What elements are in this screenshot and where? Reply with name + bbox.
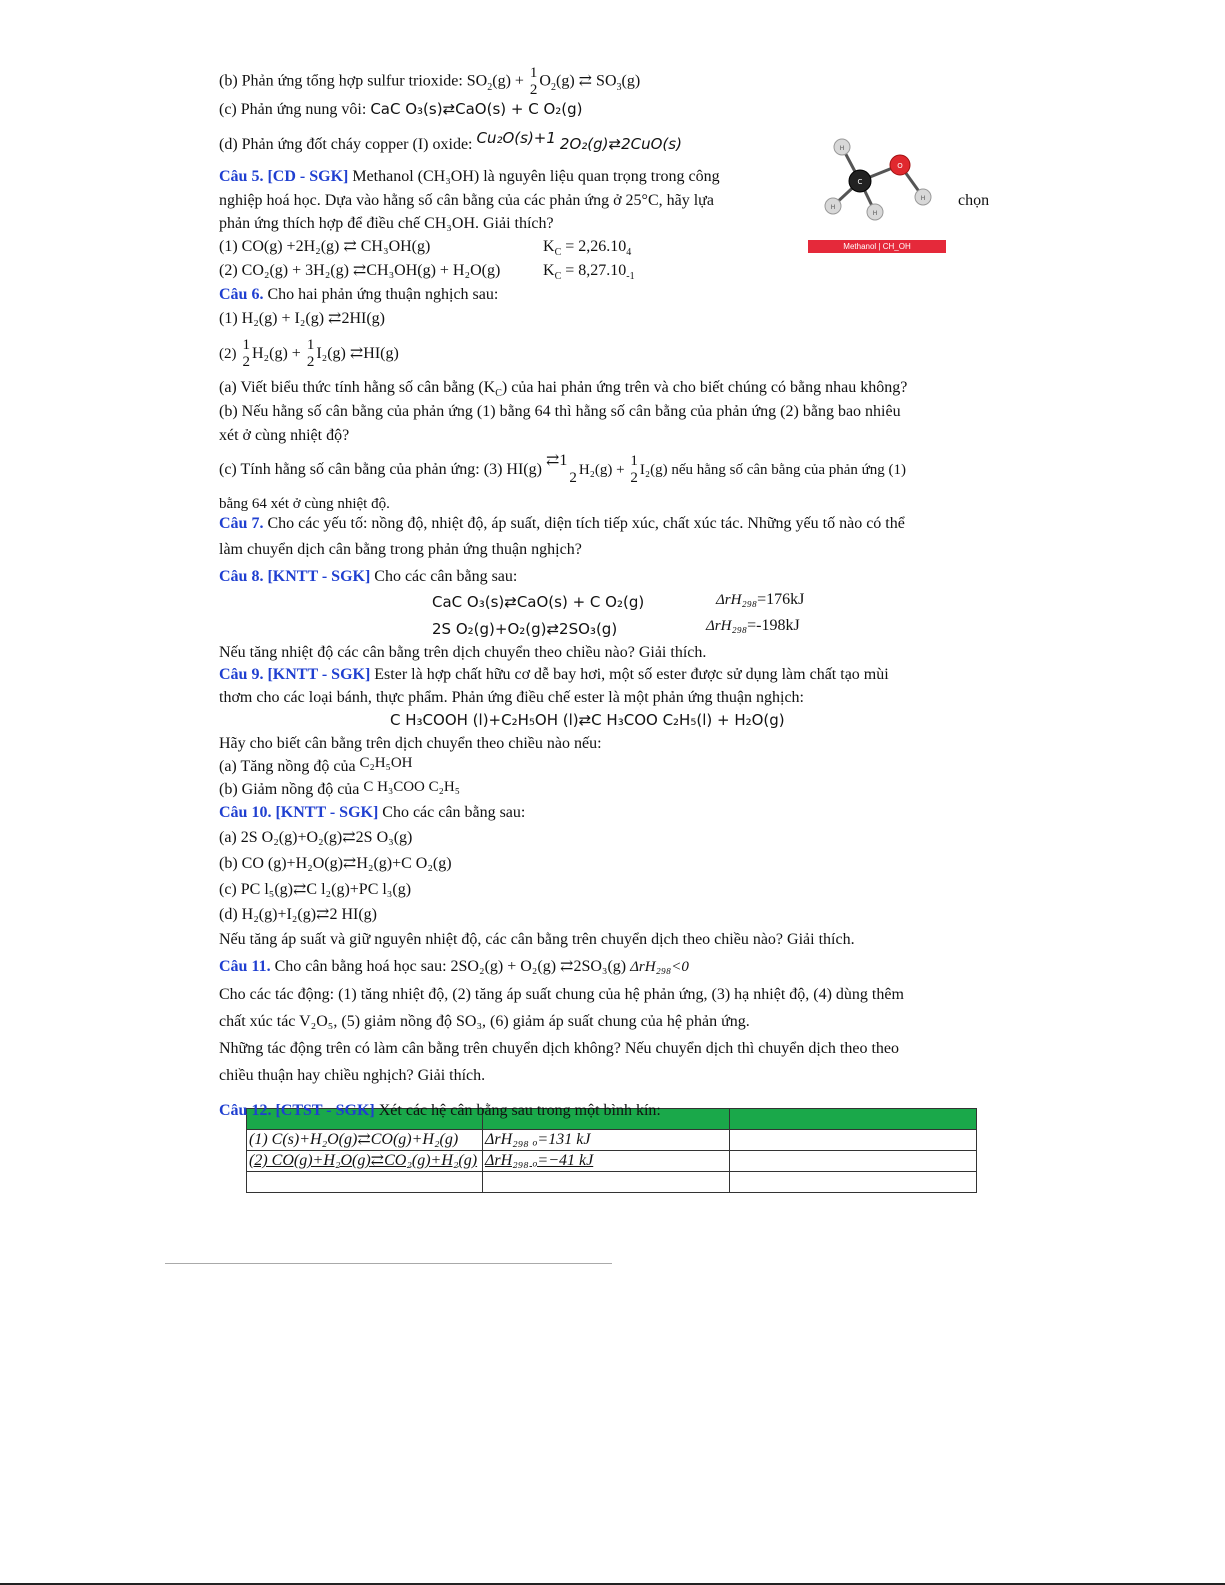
line-b: (b) Phản ứng tổng hợp sulfur trioxide: $SO_2(g)$ + 1 2 $O_2(g)$ ⇄ $SO_3(g)$ [219,65,641,98]
q5-k2: $K_C = 8,27.10_{-1}$ [543,262,635,283]
q6-c2: bằng 64 xét ở cùng nhiệt độ. [219,496,390,512]
q9-eq: C H₃COOH (l)+C₂H₅OH (l)⇄C H₃COO C₂H₅(l) + H₂O(g) [390,711,785,729]
svg-text:H: H [872,210,878,217]
table-row: (2) CO(g)+H₂O(g)⇄CO₂(g)+H₂(g) ΔrH₂₉₈ ₒ=−41 kJ [247,1151,977,1172]
q5-k1: $K_C = 2,26.10_4$ [543,238,632,259]
q5-line1: Câu 5. [CD - SGK] Methanol (CH₃OH) là nguyên liệu quan trọng trong công [219,168,720,185]
q9-line2: thơm cho các loại bánh, thực phẩm. Phản ứng điều chế ester là một phản ứng thuận nghịch: [219,689,804,706]
q10-a: (a) 2S O₂(g)+O₂(g)⇄2S O₃(g) [219,829,413,846]
line-d: (d) Phản ứng đốt cháy copper (I) oxide: Cu₂O(s)+1 2O₂(g)⇄2CuO(s) [219,129,682,153]
q5-line2: nghiệp hoá học. Dựa vào hằng số cân bằng của các phản ứng ở 25°C, hãy lựa [219,192,714,209]
fraction-half: 1 2 [529,65,538,98]
svg-text:H: H [830,204,836,211]
table-row: (1) C(s)+H₂O(g)⇄CO(g)+H₂(g) ΔrH₂₉₈ ₒ=131 kJ [247,1130,977,1151]
q6-b2: xét ở cùng nhiệt độ? [219,427,350,444]
q6-intro: Câu 6. Cho hai phản ứng thuận nghịch sau: [219,286,499,303]
footnote-divider [165,1263,612,1264]
q8-eq1: CaC O₃(s)⇄CaO(s) + C O₂(g) [432,593,645,611]
q10-question: Nếu tăng áp suất và giữ nguyên nhiệt độ, các cân bằng trên chuyển dịch theo chiều nào? Giải thích. [219,931,855,948]
svg-text:H: H [839,145,845,152]
q7-line2: làm chuyển dịch cân bằng trong phản ứng thuận nghịch? [219,541,582,558]
q8-eq2: 2S O₂(g)+O₂(g)⇄2SO₃(g) [432,620,618,638]
q6-b1: (b) Nếu hằng số cân bằng của phản ứng (1) bằng 64 thì hằng số cân bằng của phản ứng (2) bằng bao nhiêu [219,403,901,420]
q9-b: (b) Giảm nồng độ của C H₃COO C₂H₅ [219,779,460,798]
q6-c: (c) Tính hằng số cân bằng của phản ứng: (3) HI(g) ⇄1 2 H₂(g) + 1 2 I₂(g) nếu hằng số cân bằng của phản ứng (1) [219,452,907,487]
q5-reaction-1: (1) CO(g) +2H₂(g) ⇄ CH₃OH(g) [219,238,431,255]
q9-line1: Câu 9. [KNTT - SGK] Ester là hợp chất hữu cơ dễ bay hơi, một số ester được sử dụng làm chất tạo mùi [219,666,889,683]
methanol-image-caption: Methanol | CH_OH [808,240,946,253]
svg-text:C: C [857,178,863,186]
q10-b: (b) CO (g)+H₂O(g)⇄H₂(g)+C O₂(g) [219,855,452,872]
q6-reaction-2: (2) 1 2 H₂(g) + 1 2 I₂(g) ⇄HI(g) [219,337,399,371]
q11-line1: Câu 11. Cho cân bằng hoá học sau: 2SO₂(g) + O₂(g) ⇄2SO₃(g) ΔrH₂₉₈<0 [219,958,689,975]
q5-line2-end: chọn [958,192,990,209]
q11-line3: chất xúc tác V₂O₅, (5) giảm nồng độ SO₃, (6) giảm áp suất chung của hệ phản ứng. [219,1013,750,1030]
svg-text:H: H [920,195,926,202]
q5-reaction-2: (2) CO₂(g) + 3H₂(g) ⇄CH₃OH(g) + H₂O(g) [219,262,501,279]
table-row [247,1172,977,1193]
q8-question: Nếu tăng nhiệt độ các cân bằng trên dịch chuyển theo chiều nào? Giải thích. [219,644,707,661]
q6-reaction-1: (1) H₂(g) + I₂(g) ⇄2HI(g) [219,310,385,327]
q11-line2: Cho các tác động: (1) tăng nhiệt độ, (2) tăng áp suất chung của hệ phản ứng, (3) hạ nhiệt độ, (4) dùng thêm [219,986,904,1003]
q9-a: (a) Tăng nồng độ của C₂H₅OH [219,755,413,775]
q8-dh1: ΔrH₂₉₈=176kJ [716,591,805,608]
line-c: (c) Phản ứng nung vôi: CaC O₃(s)⇄CaO(s) + C O₂(g) [219,100,583,118]
q7-line1: Câu 7. Cho các yếu tố: nồng độ, nhiệt độ, áp suất, diện tích tiếp xúc, chất xúc tác. Những yếu tố nào có thể [219,515,905,532]
q8-intro: Câu 8. [KNTT - SGK] Cho các cân bằng sau: [219,568,518,585]
q11-line5: chiều thuận hay chiều nghịch? Giải thích. [219,1067,486,1084]
q10-intro: Câu 10. [KNTT - SGK] Cho các cân bằng sau: [219,804,526,821]
q12-intro: Câu 12. [CTST - SGK] Xét các hệ cân bằng sau trong một bình kín: [219,1102,661,1119]
q6-a: (a) Viết biểu thức tính hằng số cân bằng $(K_C)$ của hai phản ứng trên và cho biết chúng có bằng nhau không? [219,379,908,400]
q5-line3: phản ứng thích hợp để điều chế CH₃OH. Giải thích? [219,215,554,232]
methanol-molecule-image [820,133,960,233]
q11-line4: Những tác động trên có làm cân bằng trên chuyển dịch không? Nếu chuyển dịch thì chuyển dịch theo theo [219,1040,900,1057]
q8-dh2: ΔrH₂₉₈=-198kJ [706,617,800,634]
q9-question: Hãy cho biết cân bằng trên dịch chuyển theo chiều nào nếu: [219,735,602,752]
svg-text:O: O [897,162,903,170]
q10-c: (c) PC l₅(g)⇄C l₂(g)+PC l₃(g) [219,881,412,898]
q10-d: (d) H₂(g)+I₂(g)⇄2 HI(g) [219,906,377,923]
